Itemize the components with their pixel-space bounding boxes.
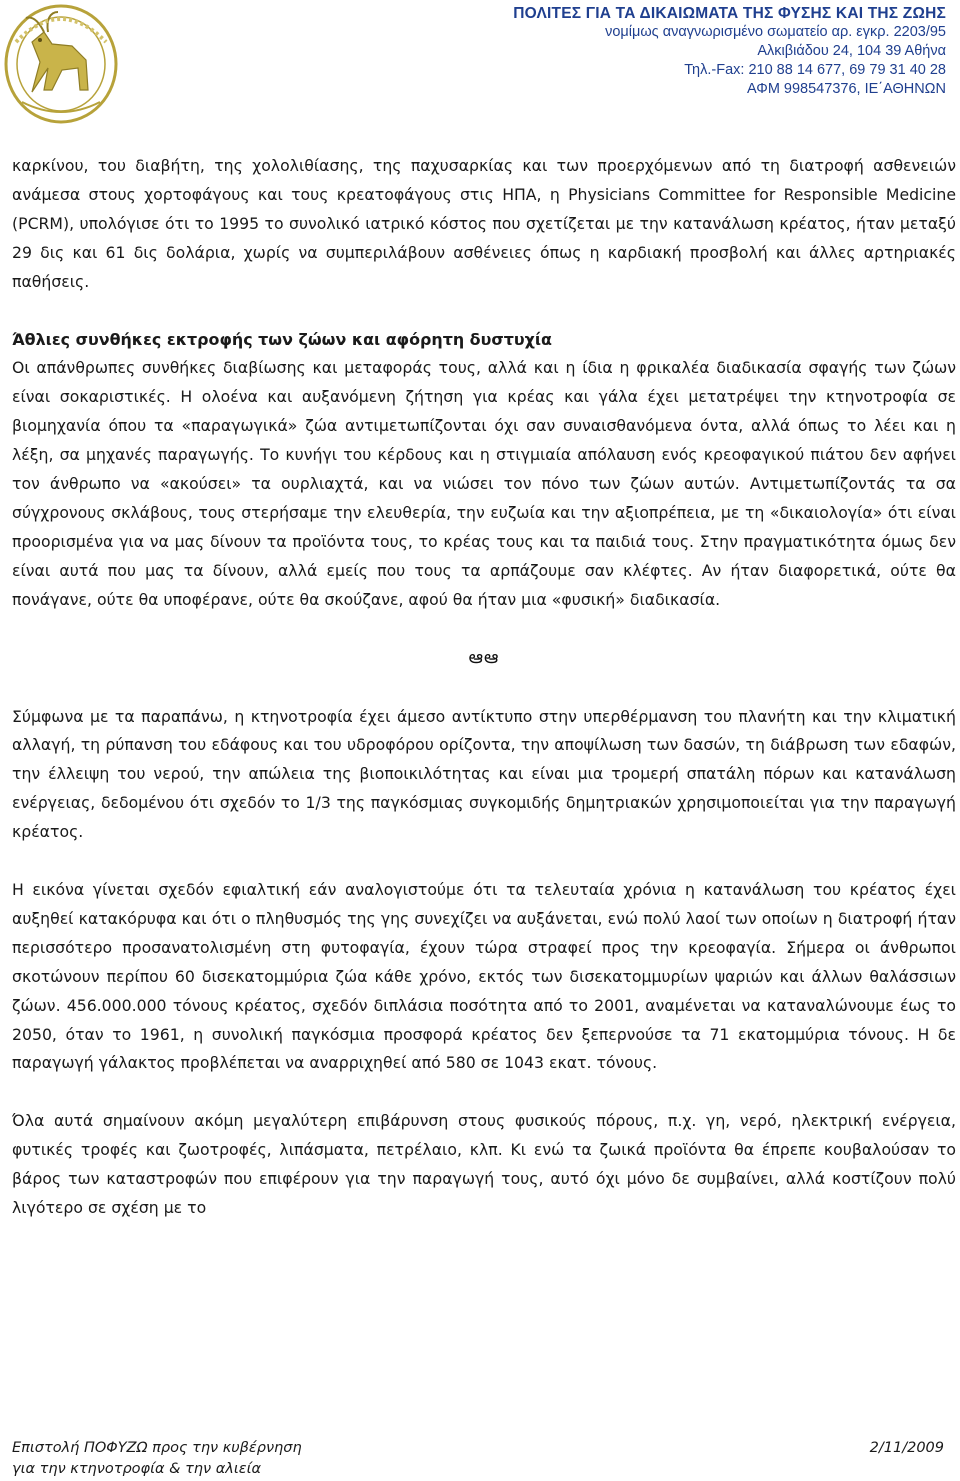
paragraph-consumption: Η εικόνα γίνεται σχεδόν εφιαλτική εάν αναλογιστούμε ότι τα τελευταία χρόνια η κατανάλωση του κρέατος έχει αυξηθεί κατακόρυφα και ότι ο πληθυσμός της γης συνεχίζει να αυξάνεται, ενώ πολύ λαοί των οποίων η διατροφή ήταν περισσότερο προσανατολισμένη στη φυτοφαγία, έχουν τώρα στραφεί προς την κρεοφαγία. Σήμερα οι άνθρωποι σκοτώνουν περίπου 60 δισεκατομμύρια ζώα κάθε χρόνο, εκτός των δισεκατομμυρίων ψαριών και άλλων θαλάσσιων ζώων. 456.000.000 τόνους κρέατος, σχεδόν διπλάσια ποσότητα από το 2001, αναμένεται να καταναλώνουμε έως το 2050, όταν το 1961, η συνολική παγκόσμια προσφορά κρέατος δεν ξεπερνούσε τα 71 εκατομμύρια τόνους. Η δε παραγωγή γάλακτος προβλέπεται να αναρριχηθεί από 580 σε 1043 εκατ. τόνους. bbox=[12, 880, 956, 1073]
goat-seal-icon bbox=[2, 2, 120, 126]
tax-id-line: ΑΦΜ 998547376, ΙΕ΄ΑΘΗΝΩΝ bbox=[747, 81, 946, 97]
paragraph-environment: Σύμφωνα με τα παραπάνω, η κτηνοτροφία έχει άμεσο αντίκτυπο στην υπερθέρμανση του πλανήτη και την κλιματική αλλαγή, τη ρύπανση του εδάφους και του υδροφόρου ορίζοντα, την αποψίλωση των δασών, τη διάβρωση των εδαφών, την έλλειψη του νερού, την απώλεια της βιοποικιλότητας και είναι μια τρομερή σπατάλη πόρων και κατανάλωση ενέργειας, δεδομένου ότι σχεδόν το 1/3 της παγκόσμιας συγκομιδής δημητριακών χρησιμοποιείται για την παραγωγή κρέατος. bbox=[12, 706, 956, 842]
footer-title-line2: για την κτηνοτροφία & την αλιεία bbox=[12, 1461, 262, 1477]
phone-fax-line: Τηλ.-Fax: 210 88 14 677, 69 79 31 40 28 bbox=[684, 62, 946, 78]
paragraph-animal-conditions: Οι απάνθρωπες συνθήκες διαβίωσης και μεταφοράς τους, αλλά και η ίδια η φρικαλέα διαδικασία σφαγής των ζώων είναι σοκαριστικές. Η ολοένα και αυξανόμενη ζήτηση για κρέας και γάλα έχει μετατρέψει την κτηνοτροφία σε βιομηχανία όπου τα «παραγωγικά» ζώα αντιμετωπίζονται όχι σαν συναισθανόμενα όντα, αλλά όπως το λέει και η λέξη, σα μηχανές παραγωγής. Το κυνήγι του κέρδους και η στιγμιαία απόλαυση ενός κρεοφαγικού πιάτου δεν αφήνει τον άνθρωπο να «ακούσει» τα ουρλιαχτά, και να νιώσει τον πόνο των ζώων αυτών. Αντιμετωπίζοντάς τα σα σύγχρονους σκλάβους, τους στερήσαμε την ελευθερία, την ευζωία και την αξιοπρέπεια, με τη «δικαιολογία» ότι είναι προορισμένα για να μας δίνουν τα προϊόντα τους, το κρέας τους και τα παιδιά τους. Στην πραγματικότητα όμως δεν είναι αυτά που μας τα δίνουν, αλλά εμείς που τους τα αρπάζουμε σαν κλέφτες. Αν ήταν διαφορετικά, ούτε θα πονάγανε, ούτε θα υποφέρανε, ούτε θα σκούζανε, αφού θα ήταν μια «φυσική» διαδικασία. bbox=[12, 358, 956, 609]
footer-date: 2/11/2009 bbox=[869, 1440, 944, 1456]
organization-name: ΠΟΛΙΤΕΣ ΓΙΑ ΤΑ ΔΙΚΑΙΩΜΑΤΑ ΤΗΣ ΦΥΣΗΣ ΚΑΙ ΤΗΣ ΖΩΗΣ bbox=[513, 5, 946, 22]
footer-title-line1: Επιστολή ΠΟΦΥΖΩ προς την κυβέρνηση bbox=[12, 1440, 302, 1456]
organization-logo bbox=[2, 2, 120, 126]
organization-header bbox=[513, 4, 946, 99]
letter-body bbox=[12, 152, 956, 1223]
footer-left bbox=[12, 1438, 302, 1480]
section-divider-ornament: ఆఆ bbox=[468, 646, 500, 668]
paragraph-costs: καρκίνου, του διαβήτη, της χολολιθίασης, της παχυσαρκίας και των προερχόμενων από τη διατροφή ασθενειών ανάμεσα στους χορτοφάγους και τους κρεατοφάγους στις ΗΠΑ, η Physicians Committee for Responsible Medicine (PCRM), υπολόγισε ότι το 1995 το συνολικό ιατρικό κόστος που σχετίζεται με την κατανάλωση κρέατος, ήταν μεταξύ 29 δις και 61 δις δολάρια, χωρίς να συμπεριλάβουν ασθένειες όπως η καρδιακή προσβολή και άλλες αρτηριακές παθήσεις. bbox=[12, 156, 956, 291]
address-line: Αλκιβιάδου 24, 104 39 Αθήνα bbox=[757, 43, 946, 59]
section-heading: Άθλιες συνθήκες εκτροφής των ζώων και αφόρητη δυστυχία bbox=[12, 329, 552, 349]
paragraph-resources: Όλα αυτά σημαίνουν ακόμη μεγαλύτερη επιβάρυνση στους φυσικούς πόρους, π.χ. γη, νερό, ηλεκτρική ενέργεια, φυτικές τροφές και ζωοτροφές, λιπάσματα, πετρέλαιο, κλπ. Κι ενώ τα ζωικά προϊόντα θα έπρεπε κουβαλούσαν το βάρος των καταστροφών που επιφέρουν για την παραγωγή τους, αυτό όχι μόνο δε συμβαίνει, αλλά κοστίζουν πολύ λιγότερο σε σχέση με το bbox=[12, 1111, 956, 1218]
registration-line: νομίμως αναγνωρισμένο σωματείο αρ. εγκρ. 2203/95 bbox=[605, 24, 946, 40]
